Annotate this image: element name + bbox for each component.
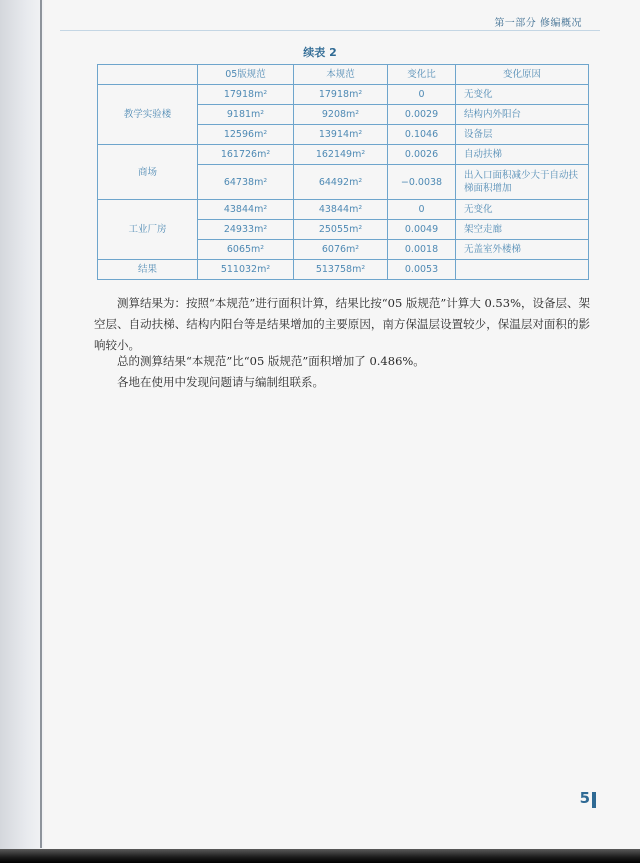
group-label: 工业厂房 <box>98 200 198 260</box>
table-row <box>98 85 589 105</box>
summary-paragraph: 总的测算结果“本规范”比“05 版规范”面积增加了 0.486%。 <box>117 354 425 368</box>
cell-05: 17918m² <box>198 85 294 105</box>
table-header-row <box>98 65 589 85</box>
cell-reason: 无变化 <box>456 85 589 105</box>
cell-05: 43844m² <box>198 200 294 220</box>
total-label: 结果 <box>98 260 198 280</box>
group-label: 商场 <box>98 145 198 200</box>
table-caption: 续表 2 <box>303 46 337 59</box>
cell-ratio: 0.0049 <box>388 220 456 240</box>
cell-reason <box>456 260 589 280</box>
cell-05: 6065m² <box>198 240 294 260</box>
cell-reason: 结构内外阳台 <box>456 105 589 125</box>
cell-new: 513758m² <box>294 260 388 280</box>
cell-new: 9208m² <box>294 105 388 125</box>
header-cell: 05版规范 <box>198 65 294 85</box>
cell-reason: 无变化 <box>456 200 589 220</box>
cell-reason: 设备层 <box>456 125 589 145</box>
cell-05: 511032m² <box>198 260 294 280</box>
spine-edge-line <box>40 0 42 848</box>
cell-ratio: 0.1046 <box>388 125 456 145</box>
cell-ratio: 0 <box>388 85 456 105</box>
cell-new: 43844m² <box>294 200 388 220</box>
cell-new: 13914m² <box>294 125 388 145</box>
contact-paragraph: 各地在使用中发现问题请与编制组联系。 <box>117 375 324 389</box>
cell-new: 25055m² <box>294 220 388 240</box>
table-row <box>98 200 589 220</box>
book-spine <box>0 0 44 863</box>
cell-ratio: 0.0053 <box>388 260 456 280</box>
header-cell <box>98 65 198 85</box>
result-paragraph: 测算结果为：按照“本规范”进行面积计算，结果比按“05 版规范”计算大 0.53%，设备层、架空层、自动扶梯、结构内阳台等是结果增加的主要原因，南方保温层设置较少，保温层对面积的影响较小。 <box>94 296 590 352</box>
cell-reason: 自动扶梯 <box>456 145 589 165</box>
cell-reason: 出入口面积减少大于自动扶梯面积增加 <box>456 165 589 200</box>
cell-ratio: −0.0038 <box>388 165 456 200</box>
cell-05: 12596m² <box>198 125 294 145</box>
cell-ratio: 0.0026 <box>388 145 456 165</box>
cell-new: 17918m² <box>294 85 388 105</box>
table-total-row <box>98 260 589 280</box>
running-header: 第一部分 修编概况 <box>494 18 582 29</box>
header-rule <box>60 30 600 31</box>
cell-05: 9181m² <box>198 105 294 125</box>
table-row <box>98 145 589 165</box>
cell-ratio: 0 <box>388 200 456 220</box>
cell-new: 64492m² <box>294 165 388 200</box>
page-number: 5 <box>579 789 590 807</box>
cell-ratio: 0.0029 <box>388 105 456 125</box>
cell-ratio: 0.0018 <box>388 240 456 260</box>
cell-new: 6076m² <box>294 240 388 260</box>
cell-new: 162149m² <box>294 145 388 165</box>
page-number-bar <box>592 792 596 808</box>
area-comparison-table <box>97 64 589 280</box>
header-cell: 本规范 <box>294 65 388 85</box>
scan-bottom-edge <box>0 849 640 863</box>
cell-05: 64738m² <box>198 165 294 200</box>
header-cell: 变化原因 <box>456 65 589 85</box>
cell-05: 24933m² <box>198 220 294 240</box>
header-cell: 变化比 <box>388 65 456 85</box>
cell-reason: 架空走廊 <box>456 220 589 240</box>
cell-05: 161726m² <box>198 145 294 165</box>
cell-reason: 无盖室外楼梯 <box>456 240 589 260</box>
group-label: 教学实验楼 <box>98 85 198 145</box>
